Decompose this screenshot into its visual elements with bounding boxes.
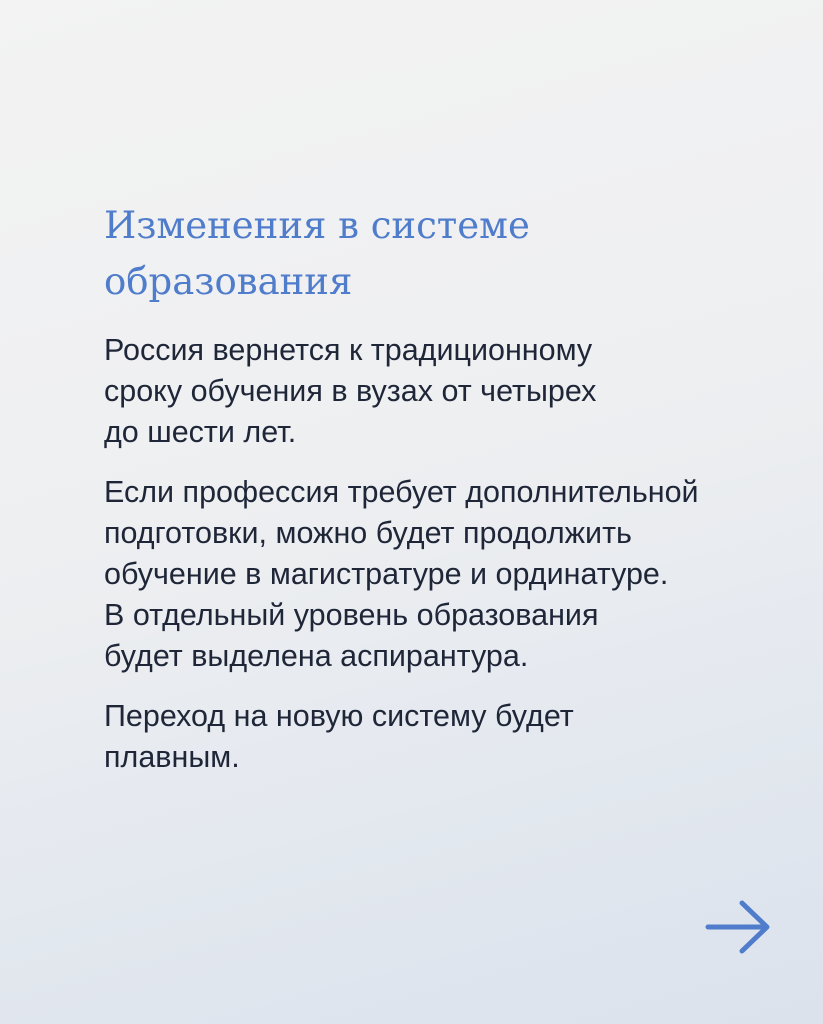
slide-title: Изменения в системе образования xyxy=(104,204,530,303)
paragraph-transition: Переход на новую систему будет плавным. xyxy=(104,699,574,774)
paragraph-study-duration: Россия вернется к традиционному сроку обучения в вузах от четырех до шести лет. xyxy=(104,333,597,449)
arrow-right-icon xyxy=(704,892,774,962)
slide-content xyxy=(104,198,794,797)
next-slide-button[interactable] xyxy=(704,892,774,962)
paragraph-additional-training: Если профессия требует дополнительной подготовки, можно будет продолжить обучение в магистратуре и ординатуре. В отдельный уровень образования будет выделена аспирантура. xyxy=(104,475,699,673)
